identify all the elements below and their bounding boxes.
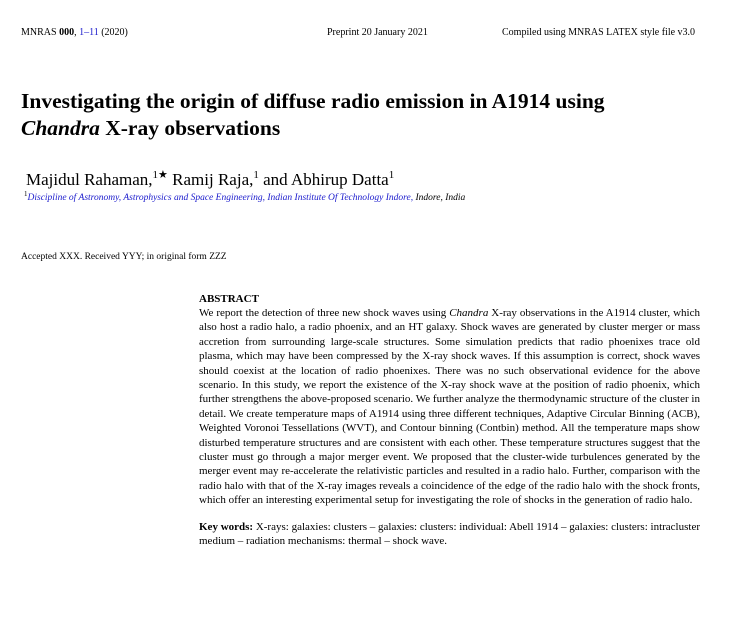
- affiliation-location: Indore, India: [413, 193, 466, 203]
- journal-citation: MNRAS 000, 1–11 (2020): [21, 27, 128, 38]
- abstract-body: [199, 306, 700, 508]
- keywords-label: Key words:: [199, 520, 254, 533]
- journal-name: MNRAS: [21, 27, 57, 38]
- affiliation-link[interactable]: Discipline of Astronomy, Astrophysics and Space Engineering, Indian Institute Of Technology Indore,: [27, 193, 414, 203]
- author-3: and Abhirup Datta: [258, 170, 389, 189]
- title-line-1: Investigating the origin of diffuse radio emission in A1914 using: [21, 89, 605, 113]
- title-line-2: X-ray observations: [99, 116, 281, 140]
- affiliation-marker: 1: [24, 190, 28, 198]
- affiliation: [24, 190, 466, 204]
- keywords-text: X-rays: galaxies: clusters – galaxies: clusters: individual: Abell 1914 – galaxies: clusters: intracluster medium – radiation mechanisms: thermal – shock wave.: [199, 520, 700, 548]
- abstract-text-start: We report the detection of three new shock waves using: [199, 307, 450, 319]
- preprint-date: Preprint 20 January 2021: [327, 27, 428, 38]
- abstract-italic-word: Chandra: [449, 307, 489, 319]
- title-italic-word: Chandra: [21, 116, 100, 140]
- abstract-heading: ABSTRACT: [199, 293, 259, 305]
- author-2-marker: 1: [253, 169, 259, 181]
- author-list: [26, 170, 394, 190]
- abstract-section: [199, 292, 700, 549]
- author-3-marker: 1: [388, 169, 395, 181]
- compiled-note: Compiled using MNRAS LATEX style file v3.0: [502, 27, 696, 38]
- journal-volume: 000: [59, 27, 75, 38]
- abstract-text-rest: X-ray observations in the A1914 cluster, which also host a radio halo, a radio phoenix, and an HT galaxy. Shock waves are generated by cluster merger or mass accretion from surrounding large-scale structures. Some simulation predicts that radio phoenixes trace old plasma, which may have been compressed by the X-ray shock waves. If this assumption is correct, shock waves should coexist at the location of radio phoenixes. There was no such observational evidence for the above scenario. In this study, we report the existence of the X-ray shock wave at the position of radio phoenix, which further strengthens the above-proposed scenario. We further analyze the thermodynamic structure of the cluster in detail. We create temperature maps of A1914 using three different techniques, Adaptive Circular Binning (ACB), Weighted Voronoi Tessellations (WVT), and Contour binning (Contbin) method. All the temperature maps show disturbed temperature structures and are consistent with each other. These temperature structures suggest that the cluster must go through a major merger event. We proposed that the cluster-wide turbulences generated by the merger event may re-accelerate the relativistic particles and resulted in a radio halo. Further, comparison with the radio halo with that of the X-ray images reveals a coincidence of the edge of the radio halo with the shock fronts, which offer an interesting experimental setup for investigating the role of shocks in the generation of radio halo.: [199, 307, 700, 507]
- keywords: [199, 520, 700, 549]
- accepted-note: Accepted XXX. Received YYY; in original form ZZZ: [21, 252, 227, 262]
- paper-title: [21, 88, 721, 142]
- author-1-marker: 1★: [152, 169, 168, 181]
- author-2: Ramij Raja,: [167, 170, 254, 189]
- journal-year: (2020): [101, 27, 128, 38]
- author-1: Majidul Rahaman,: [26, 170, 153, 189]
- journal-pages-link[interactable]: 1–11: [79, 27, 99, 38]
